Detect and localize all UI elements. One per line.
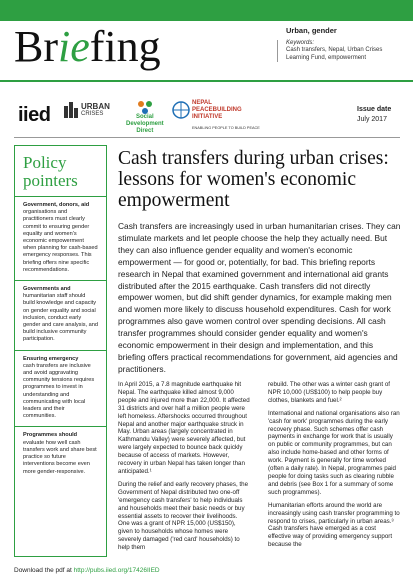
download-link[interactable]: http://pubs.iied.org/17426IIED (73, 567, 160, 574)
body-paragraph: During the relief and early recovery phases, the Government of Nepal distributed two one-off 'emergency cash transfers' to help individuals and households meet their basic needs or buy essential assets to recover their livelihoods. One was a grant of NPR 15,000 (US$150), given to households whose homes were severely damaged ('red card' households) to help them (118, 480, 249, 552)
body-column-left (118, 381, 250, 557)
policy-pointer: Government, donors, aid organisations and practitioners must clearly commit to ensuring gender equality and women's economic empowerment when planning for cash-based emergency responses. This briefing offers nine specific recommendations. (15, 197, 106, 281)
article-title: Cash transfers during urban crises: lessons for women's economic empowerment (118, 148, 389, 211)
topic-metadata (277, 26, 401, 62)
issue-date (357, 106, 403, 123)
body-paragraph: rebuild. The other was a winter cash grant of NPR 10,000 (US$100) to help people buy clothes, blankets and fuel.² (268, 381, 390, 404)
iied-logo: iied (18, 104, 51, 126)
briefing-masthead: Briefing (14, 22, 161, 71)
body-paragraph: Humanitarian efforts around the world are increasingly using cash transfer programming to respond to crises, particularly in urban areas.³ Cash transfers have emerged as a cost effective way of providing emergency support because the (268, 501, 400, 549)
article-intro: Cash transfers are increasingly used in urban humanitarian crises. They can stimulate markets and let people choose the help they actually need. But they can also influence gender equality and women's economic empowerment — for good or, potentially, for bad. This briefing reports research in Nepal that examined government and international aid grants distributed after the 2015 earthquake. Cash transfers did not directly empower women, but did shift gender dynamics, for example making men and women more likely to discuss household expenditures. Cash for work programmes also gave women control over spending decisions. All cash transfer programmes should consider gender equality and women's economic empowerment in their design and implementation, and this briefing offers practical recommendations for government, aid agencies and practitioners. (118, 221, 401, 374)
policy-pointer: Governments and humanitarian staff should build knowledge and capacity on gender equality and social inclusion, conduct early gender and care analysis, and build inclusive community participation. (15, 281, 106, 351)
globe-icon (172, 100, 190, 120)
issue-date-label: Issue date (357, 106, 392, 113)
urban-crises-logo: URBAN CRISES (64, 100, 110, 118)
top-color-bar (0, 0, 413, 21)
policy-pointer: Ensuring emergency cash transfers are inclusive and avoid aggravating community tensions requires programmes to invest in understanding and communicating with local leaders and their communities. (15, 351, 106, 428)
issue-date-value: July 2017 (357, 116, 387, 123)
header-divider (0, 80, 413, 82)
keywords-text: Cash transfers, Nepal, Urban Crises Learning Fund, empowerment (286, 47, 383, 61)
policy-pointer: Programmes should evaluate how well cash transfers work and share best practice so future interventions become even more gender-responsive. (23, 432, 97, 475)
keywords-block (277, 40, 401, 62)
logo-divider (14, 137, 400, 138)
policy-pointers-box (14, 145, 107, 557)
download-prefix: Download the pdf at (14, 567, 74, 574)
body-column-right (268, 381, 400, 554)
body-paragraph: International and national organisations also ran 'cash for work' programmes during the early recovery phase. Such schemes offer cash payments in exchange for work that is usually on public or community programmes, but can also include home-based and other forms of work. Payment is generally for time worked (often a daily rate). In Nepal, programmes paid people for doing tasks such as clearing rubble and debris (see Box 1 for a summary of some such programmes). (268, 409, 400, 496)
social-development-direct-logo: Social Development Direct (126, 100, 164, 135)
category-label: Urban, gender (286, 26, 337, 35)
keywords-label: Keywords: (286, 40, 315, 46)
partner-logos (14, 100, 274, 136)
download-footer (14, 567, 160, 574)
body-paragraph: In April 2015, a 7.8 magnitude earthquake hit Nepal. The earthquake killed almost 9,000 people and injured more than 22,000. It affected 31 districts and over half a million people were left homeless. Aftershocks occurred throughout Nepal and another major earthquake struck in May. Urban areas (largely concentrated in Kathmandu Valley) were severely affected, but were largely expected to bounce back quickly because of access of markets. However, recovery in urban Nepal has taken longer than anticipated.¹ (118, 381, 250, 475)
city-icon (64, 100, 78, 118)
dots-icon (137, 100, 153, 114)
nepal-peacebuilding-logo: NEPAL PEACEBUILDING INITIATIVE ENABLING PEOPLE TO BUILD PEACE (172, 100, 260, 132)
policy-pointers-title: Policy pointers (15, 146, 106, 197)
